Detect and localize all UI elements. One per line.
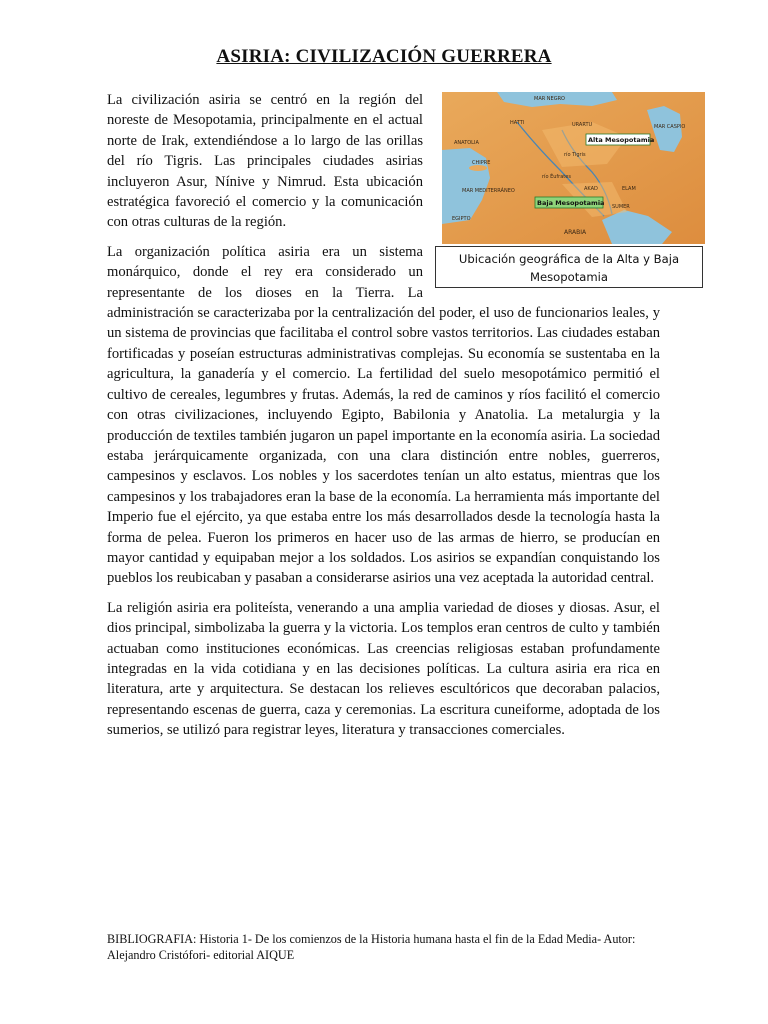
map-figure	[435, 90, 709, 290]
map-label-mediterraneo: MAR MEDITERRÁNEO	[462, 188, 515, 194]
map-label-akad: AKAD	[584, 186, 598, 192]
bibliography: BIBLIOGRAFIA: Historia 1- De los comienzos de la Historia humana hasta el fin de la Edad Media- Autor: Alejandro Cristófori- editorial AIQUE	[107, 932, 636, 962]
map-label-urartu: URARTU	[572, 122, 593, 128]
map-label-elam: ELAM	[622, 186, 636, 192]
map-label-sumer: SUMER	[612, 204, 630, 210]
body-text	[107, 90, 686, 750]
map-label-hatti: HATTI	[510, 120, 525, 126]
map-label-mar-negro: MAR NEGRO	[534, 96, 565, 102]
paragraph-2: La organización política asiria era un sistema monárquico, donde el rey era considerado un representante de los dioses en la Tierra. La administración se caracterizaba por la centralización del poder, el uso de funcionarios leales, y un sistema de provincias que facilitaba el control sobre vastos territorios. Las ciudades estaban fortificadas y poseían estructuras administrativas complejas. Su economía se sustentaba en la agricultura, la ganadería y el comercio. La fertilidad del suelo mesopotámico permitió el cultivo de cereales, legumbres y frutas. Además, la red de caminos y ríos facilitó el comercio con otras civilizaciones, incluyendo Egipto, Babilonia y Anatolia. La metalurgia y la producción de textiles también jugaron un papel importante en la economía asiria. La sociedad estaba jerárquicamente organizada, con una clara distinción entre nobles, guerreros, campesinos y esclavos. Los nobles y los sacerdotes tenían un alto estatus, mientras que los campesinos y los trabajadores eran la base de la economía. La herramienta más importante del Imperio fue el ejército, ya que estaba entre los más desarrollados desde la tecnología hasta la forma de pelea. Fueron los primeros en hacer uso de las armas de hierro, se producían en mayor cantidad y equipaban mejor a los soldados. Los asirios se expandían conquistando los pueblos los reubicaban y pasaban a considerarse asirios una vez aceptada la autoridad central.	[107, 243, 660, 587]
map-label-eufrates: río Éufrates	[542, 174, 571, 180]
map-label-baja: Baja Mesopotamia	[537, 199, 605, 207]
map-label-arabia: ARABIA	[564, 229, 587, 236]
map-label-anatolia: ANATOLIA	[454, 140, 479, 146]
map-label-caspio: MAR CASPIO	[654, 124, 686, 130]
figure-caption: Ubicación geográfica de la Alta y Baja Mesopotamia	[435, 246, 703, 288]
page-title: ASIRIA: CIVILIZACIÓN GUERRERA	[216, 46, 552, 67]
map-label-alta: Alta Mesopotamia	[588, 136, 655, 144]
mesopotamia-map	[442, 92, 705, 244]
paragraph-3: La religión asiria era politeísta, venerando a una amplia variedad de dioses y diosas. Asur, el dios principal, simbolizaba la guerra y la victoria. Los templos eran centros de culto y también actuaban como instituciones económicas. Las creencias religiosas estaban profundamente integradas en la vida cotidiana y en las decisiones políticas. La cultura asiria era rica en literatura, arte y arquitectura. Se destacan los relieves escultóricos que decoraban palacios, representando escenas de guerra, caza y ceremonias. La escritura cuneiforme, adoptada de los sumerios, se utilizó para registrar leyes, literatura y transacciones comerciales.	[107, 599, 660, 739]
map-label-chipre: CHIPRE	[472, 160, 491, 166]
map-label-tigris: río Tigris	[564, 152, 586, 158]
paragraph-1: La civilización asiria se centró en la región del noreste de Mesopotamia, principalmente en el actual norte de Irak, extendiéndose a lo largo de las orillas del río Tigris. Las principales ciudades asirias incluyeron Asur, Nínive y Nimrud. Esta ubicación estratégica favoreció el comercio y la comunicación con otras culturas de la región.	[107, 92, 423, 231]
map-label-egipto: EGIPTO	[452, 216, 471, 222]
